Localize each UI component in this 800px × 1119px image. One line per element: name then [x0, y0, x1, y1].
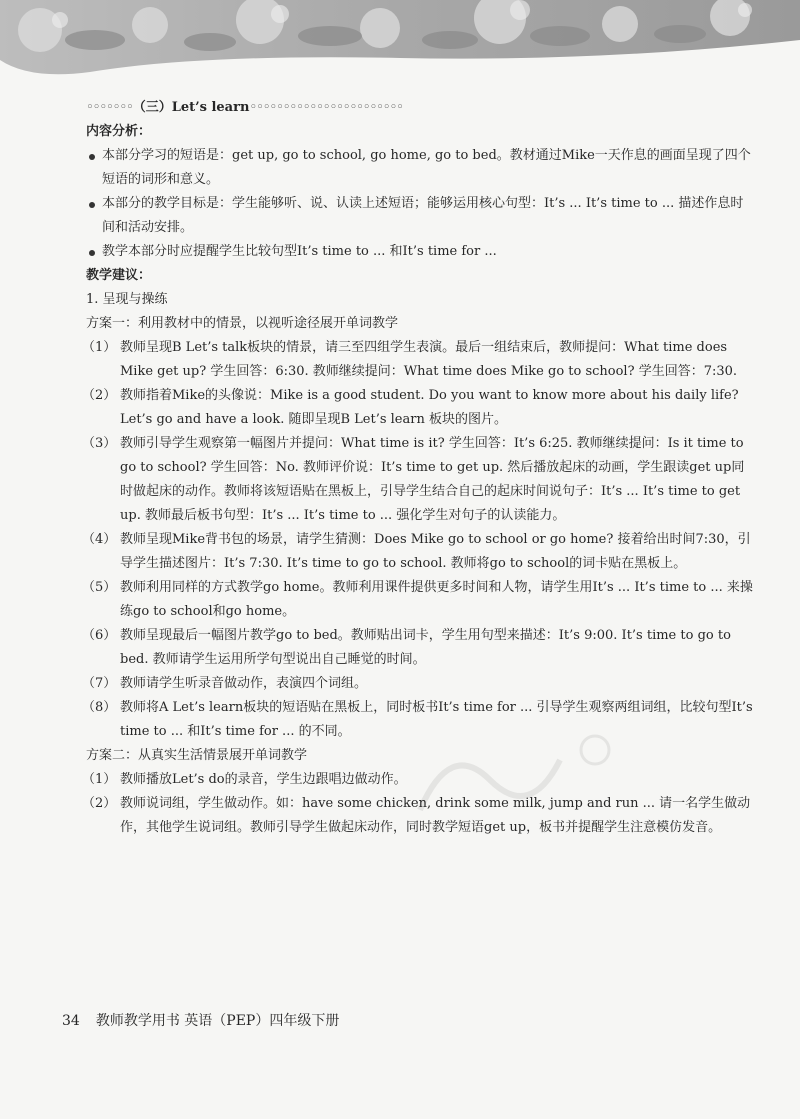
analysis-item: 本部分的教学目标是：学生能够听、说、认读上述短语；能够运用核心句型：It’s ... It’s time to ... 描述作息时间和活动安排。	[86, 192, 756, 240]
step-number: （1）	[82, 772, 117, 787]
subheading-presentation: 1. 呈现与操练	[86, 292, 168, 307]
plan-2-step	[82, 768, 756, 792]
analysis-item: 教学本部分时应提醒学生比较句型It’s time to ... 和It’s time for ...	[86, 240, 756, 264]
step-number: （8）	[82, 700, 117, 715]
plan-1-step	[82, 432, 756, 528]
step-number: （2）	[82, 796, 117, 811]
step-number: （1）	[82, 340, 117, 355]
step-text: 教师指着Mike的头像说：Mike is a good student. Do you want to know more about his daily life? Let’s go and have a look. 随即呈现B Let’s learn 板块的图片。	[120, 388, 739, 427]
plan-1-title: 方案一：利用教材中的情景，以视听途径展开单词教学	[86, 316, 399, 331]
plan-1-step	[82, 528, 756, 576]
step-number: （3）	[82, 436, 117, 451]
page-content	[82, 96, 756, 840]
analysis-heading: 内容分析：	[86, 124, 152, 139]
step-number: （6）	[82, 628, 117, 643]
decorative-floral-banner	[0, 0, 800, 90]
plan-2-title: 方案二：从真实生活情景展开单词教学	[86, 748, 308, 763]
step-text: 教师呈现Mike背书包的场景，请学生猜测：Does Mike go to school or go home? 接着给出时间7:30，引导学生描述图片：It’s 7:30. It’s time to go to school. 教师将go to school的词卡贴在黑板上。	[120, 532, 751, 571]
plan-1-step	[82, 672, 756, 696]
step-text: 教师呈现最后一幅图片教学go to bed。教师贴出词卡，学生用句型来描述：It’s 9:00. It’s time to go to bed. 教师请学生运用所学句型说出自己睡觉的时间。	[120, 628, 731, 667]
step-text: 教师呈现B Let’s talk板块的情景，请三至四组学生表演。最后一组结束后，教师提问：What time does Mike get up? 学生回答：6:30. 教师继续提问：What time does Mike go to school? 学生回答：7:30.	[120, 340, 738, 379]
suggestion-heading: 教学建议：	[86, 268, 152, 283]
step-text: 教师将A Let’s learn板块的短语贴在黑板上，同时板书It’s time for ... 引导学生观察两组词组，比较句型It’s time to ... 和It’s time for ... 的不同。	[120, 700, 753, 739]
plan-1-step	[82, 624, 756, 672]
step-number: （5）	[82, 580, 117, 595]
plan-1-step	[82, 336, 756, 384]
step-number: （7）	[82, 676, 117, 691]
step-text: 教师播放Let’s do的录音，学生边跟唱边做动作。	[120, 772, 407, 787]
plan-1-step	[82, 696, 756, 744]
page-number: 34	[62, 1013, 80, 1029]
plan-2-step	[82, 792, 756, 840]
plan-1-step	[82, 576, 756, 624]
step-text: 教师引导学生观察第一幅图片并提问：What time is it? 学生回答：It’s 6:25. 教师继续提问：Is it time to go to school? 学生回答：No. 教师评价说：It’s time to get up. 然后播放起床的动画，学生跟读get up同时做起床的动作。教师将该短语贴在黑板上，引导学生结合自己的起床时间说句子：It’s ... It’s time to get up. 教师最后板书句型：It’s ... It’s time to ... 强化学生对句子的认读能力。	[120, 436, 745, 523]
section-title	[86, 96, 756, 120]
decorative-dots: ◦◦◦◦◦◦◦◦◦◦◦◦◦◦◦◦◦◦◦◦◦◦◦	[249, 100, 403, 115]
step-text: 教师说词组，学生做动作。如：have some chicken, drink some milk, jump and run ... 请一名学生做动作，其他学生说词组。教师引导学生做起床动作，同时教学短语get up，板书并提醒学生注意模仿发音。	[120, 796, 751, 835]
step-number: （2）	[82, 388, 117, 403]
analysis-item: 本部分学习的短语是：get up, go to school, go home, go to bed。教材通过Mike一天作息的画面呈现了四个短语的词形和意义。	[86, 144, 756, 192]
step-number: （4）	[82, 532, 117, 547]
step-text: 教师利用同样的方式教学go home。教师利用课件提供更多时间和人物，请学生用It’s ... It’s time to ... 来操练go to school和go home。	[120, 580, 753, 619]
book-title: 教师教学用书 英语（PEP）四年级下册	[95, 1013, 340, 1029]
plan-1-step	[82, 384, 756, 432]
section-title-text: （三）Let’s learn	[132, 100, 250, 115]
step-text: 教师请学生听录音做动作，表演四个词组。	[120, 676, 368, 691]
decorative-dots: ◦◦◦◦◦◦◦	[86, 100, 133, 115]
page-footer	[62, 1010, 339, 1030]
